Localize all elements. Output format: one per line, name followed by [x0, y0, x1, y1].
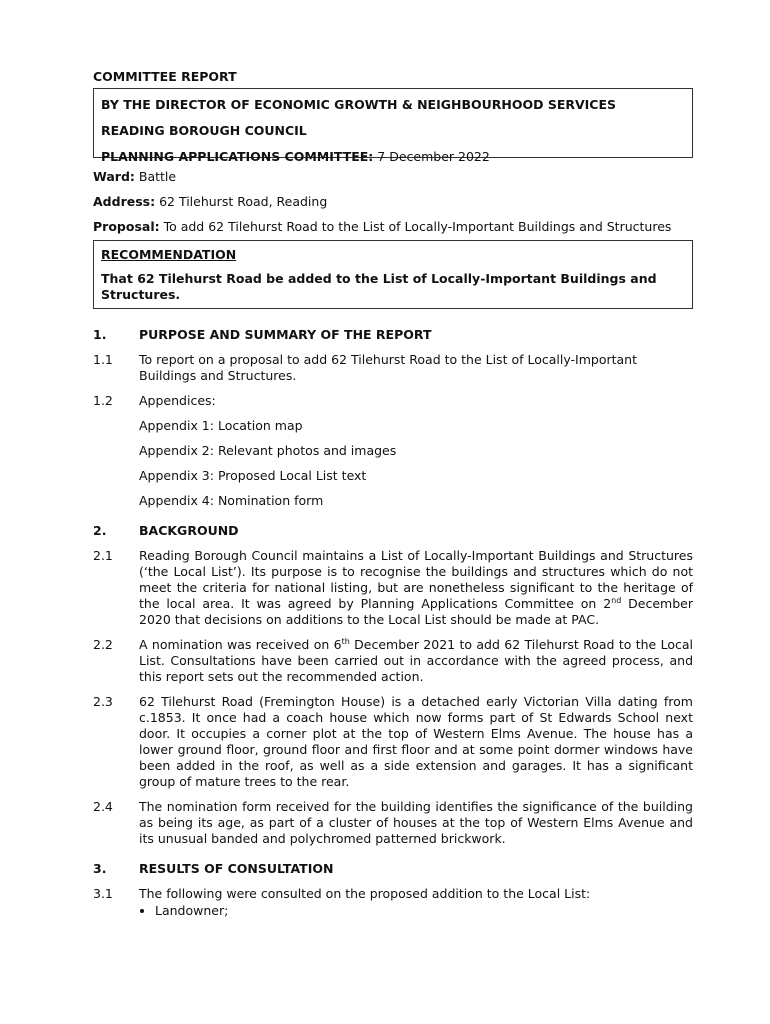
paragraph-2-4 [93, 799, 693, 847]
proposal-value: To add 62 Tilehurst Road to the List of Locally-Important Buildings and Structures [159, 219, 672, 234]
ward-label: Ward: [93, 169, 135, 184]
report-page [93, 68, 693, 919]
appendix-item: Appendix 2: Relevant photos and images [139, 443, 397, 458]
section-number: 3. [93, 861, 107, 876]
appendix-item: Appendix 4: Nomination form [139, 493, 324, 508]
committee-date: 7 December 2022 [373, 149, 490, 164]
paragraph-number: 2.1 [93, 548, 113, 563]
section-number: 2. [93, 523, 107, 538]
paragraph-text: Appendices: [139, 393, 216, 408]
committee-line [101, 149, 685, 165]
paragraph-text-part: Reading Borough Council maintains a List of Locally-Important Buildings and Structures (‘the Local List’). Its purpose is to recognise the buildings and structures which do not meet the criteria for national listing, but are nonetheless significant to the heritage of the local area. It was agreed by Planning Applications Committee on 2 [139, 548, 693, 611]
council-line: READING BOROUGH COUNCIL [101, 123, 307, 138]
ward-field [93, 169, 693, 184]
paragraph-text: To report on a proposal to add 62 Tilehurst Road to the List of Locally-Important Buildings and Structures. [139, 352, 637, 383]
header-box [93, 88, 693, 164]
paragraph-2-1 [93, 548, 693, 628]
address-field [93, 194, 693, 209]
committee-label: PLANNING APPLICATIONS COMMITTEE: [101, 149, 374, 164]
section-title: RESULTS OF CONSULTATION [139, 861, 334, 876]
section-2-heading [93, 523, 693, 539]
paragraph-2-3 [93, 694, 693, 790]
address-value: 62 Tilehurst Road, Reading [155, 194, 328, 209]
appendix-item: Appendix 1: Location map [139, 418, 303, 433]
section-title: BACKGROUND [139, 523, 239, 538]
paragraph-1-2 [93, 393, 693, 409]
paragraph-2-2 [93, 637, 693, 685]
section-number: 1. [93, 327, 107, 342]
appendix-item: Appendix 3: Proposed Local List text [139, 468, 367, 483]
section-1-heading [93, 327, 693, 343]
paragraph-number: 2.3 [93, 694, 113, 709]
address-label: Address: [93, 194, 156, 209]
paragraph-text [139, 886, 693, 919]
recommendation-text: That 62 Tilehurst Road be added to the List of Locally-Important Buildings and Structures. [101, 271, 657, 302]
proposal-label: Proposal: [93, 219, 160, 234]
paragraph-text-part: The following were consulted on the proposed addition to the Local List: [139, 886, 591, 901]
paragraph-text-part: A nomination was received on 6 [139, 637, 342, 652]
paragraph-text: 62 Tilehurst Road (Fremington House) is a detached early Victorian Villa dating from c.1853. It once had a coach house which now forms part of St Edwards School next door. It occupies a corner plot at the top of Western Elms Avenue. The house has a lower ground floor, ground floor and first floor and at some point dormer windows have been added in the roof, as well as a side extension and garages. It has a significant group of mature trees to the rear. [139, 694, 693, 789]
ordinal-suffix: th [341, 636, 350, 646]
consultee-list [139, 903, 693, 919]
section-title: PURPOSE AND SUMMARY OF THE REPORT [139, 327, 432, 342]
paragraph-text: The nomination form received for the building identifies the significance of the building as being its age, as part of a cluster of houses at the top of Western Elms Avenue and its unusual banded and polychromed patterned brickwork. [139, 799, 693, 846]
paragraph-number: 1.1 [93, 352, 113, 367]
paragraph-text [139, 637, 693, 685]
report-title: COMMITTEE REPORT [93, 69, 237, 84]
paragraph-text [139, 548, 693, 628]
ordinal-suffix: nd [611, 595, 622, 605]
list-item: • Landowner; [155, 903, 693, 919]
paragraph-number: 2.4 [93, 799, 113, 814]
recommendation-box [93, 240, 693, 309]
paragraph-number: 1.2 [93, 393, 113, 408]
paragraph-text-part: December 2021 to add 62 Tilehurst Road to the Local List. Consultations have been carried out in accordance with the agreed process, and this report sets out the recommended action. [139, 637, 693, 684]
ward-value: Battle [134, 169, 177, 184]
recommendation-title: RECOMMENDATION [101, 247, 237, 262]
paragraph-number: 2.2 [93, 637, 113, 652]
proposal-field [93, 219, 693, 234]
paragraph-1-1 [93, 352, 693, 384]
paragraph-text-part: December 2020 that decisions on additions to the Local List should be made at PAC. [139, 596, 693, 627]
section-3-heading [93, 861, 693, 877]
paragraph-3-1 [93, 886, 693, 919]
paragraph-number: 3.1 [93, 886, 113, 901]
director-line: BY THE DIRECTOR OF ECONOMIC GROWTH & NEIGHBOURHOOD SERVICES [101, 97, 617, 112]
